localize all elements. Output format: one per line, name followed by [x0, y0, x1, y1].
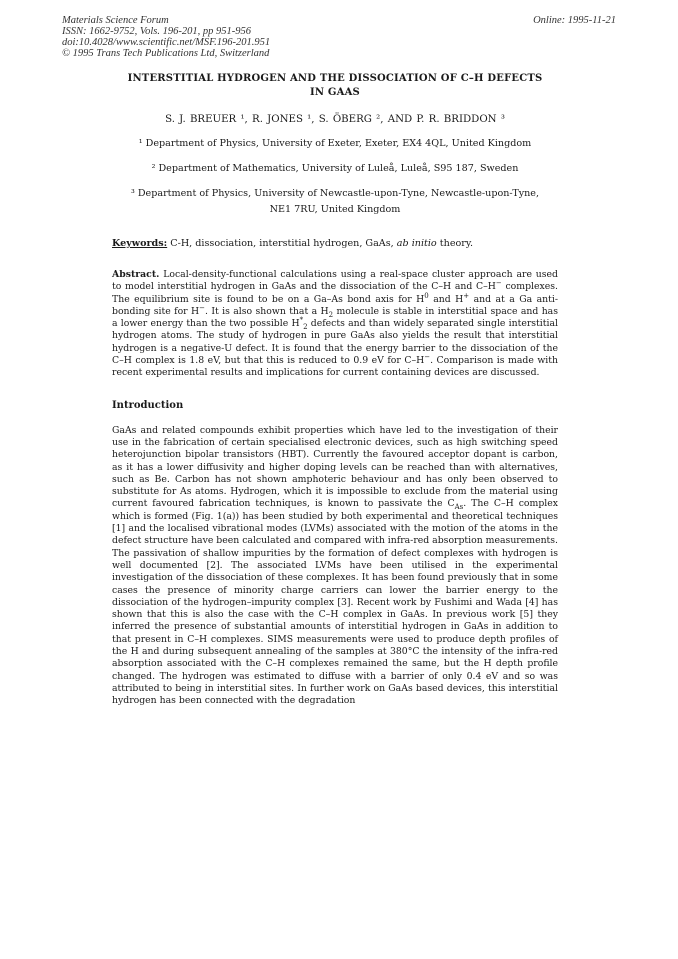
- abstract-text-4: and at a Ga anti-bonding site for H: [112, 293, 558, 317]
- abstract-text-2: complexes. The equilibrium site is found to be on a Ga–As bond axis for H: [112, 281, 558, 305]
- affiliation-2: ² Department of Mathematics, University of Luleå, Luleå, S95 187, Sweden: [151, 163, 519, 174]
- affiliation-1: ¹ Department of Physics, University of Exeter, Exeter, EX4 4QL, United Kingdom: [138, 138, 532, 149]
- abstract: Abstract. Local-density-functional calculations using a real-space cluster approach are used to model interstitial hydrogen in GaAs and the dissociation of the C–H and C–H− complexes. The equilibrium site is found to be on a Ga–As bond axis for $H^0$ and H+ and at a Ga anti-bonding site for H−. It is also shown that a $H_2$ molecule is stable in interstitial space and has a lower energy than the two possible $H^*_2$ defects and than widely separated single interstitial hydrogen atoms. The study of hydrogen in pure GaAs also yields the result that interstitial hydrogen is a negative-U defect. It is found that the energy barrier to the dissociation of the C–H complex is 1.8 eV, but that this is reduced to 0.9 eV for C–H−. Comparison is made with recent experimental results and implications for current containing devices are discussed.: [112, 269, 558, 379]
- abstract-text-3: and H: [433, 293, 464, 305]
- abstract-text-5: . It is also shown that a H: [205, 305, 329, 317]
- author-list: S. J. BREUER ¹, R. JONES ¹, S. ÖBERG ², AND P. R. BRIDDON ³: [165, 114, 505, 125]
- abstract-text-6: molecule is stable in interstitial space and has a lower energy than the two possible H: [112, 305, 558, 330]
- abstract-text-8: . Comparison is made with recent experimental results and implications for current containing devices are discussed.: [112, 355, 558, 379]
- affiliation-3-line-2: NE1 7RU, United Kingdom: [269, 204, 401, 215]
- keywords: [112, 238, 558, 249]
- section-heading-introduction: Introduction: [112, 399, 184, 411]
- affiliation-3-line-1: ³ Department of Physics, University of Newcastle-upon-Tyne, Newcastle-upon-Tyne,: [130, 188, 540, 199]
- online-date: Online: 1995-11-21: [533, 15, 616, 26]
- citation-header: [62, 15, 616, 59]
- title-line-1: INTERSTITIAL HYDROGEN AND THE DISSOCIATION OF C–H DEFECTS: [127, 73, 543, 84]
- keywords-italic: ab initio: [396, 238, 437, 249]
- copyright-line: © 1995 Trans Tech Publications Ltd, Switzerland: [62, 48, 270, 59]
- doi-line[interactable]: doi:10.4028/www.scientific.net/MSF.196-201.951: [62, 37, 271, 48]
- intro-text-2: . The C–H complex which is formed (Fig. 1(a)) has been studied by both experimental and theoretical techniques [1] and the localised vibrational modes (LVMs) associated with the motion of the atoms in the defect structure have been calculated and compared with infra-red absorption measurements. The passivation of shallow impurities by the formation of defect complexes with hydrogen is well documented [2]. The associated LVMs have been utilised in the experimental investigation of the dissociation of these complexes. It has been found previously that in some cases the presence of minority charge carriers can lower the barrier energy to the dissociation of the hydrogen–impurity complex [3]. Recent work by Fushimi and Wada [4] has shown that this is also the case with the C–H complex in GaAs. In previous work [5] they inferred the presence of substantial amounts of interstitial hydrogen in GaAs in addition to that present in C–H complexes. SIMS measurements were used to produce depth profiles of the H and during subsequent annealing of the samples at 380°C the intensity of the infra-red absorption associated with the C–H complexes remained the same, but the H depth profile changed. The hydrogen was estimated to diffuse with a barrier of only 0.4 eV and so was attributed to being in interstitial sites. In further work on GaAs based devices, this interstitial hydrogen has been connected with the degradation: [112, 498, 559, 707]
- issn-line: ISSN: 1662-9752, Vols. 196-201, pp 951-956: [62, 26, 251, 37]
- abstract-text-7: defects and than widely separated single interstitial hydrogen atoms. The study of hydrogen in pure GaAs also yields the result that interstitial hydrogen is a negative-U defect. It is found that the energy barrier to the dissociation of the C–H complex is 1.8 eV, but that this is reduced to 0.9 eV for C–H: [112, 318, 558, 367]
- abstract-text-1: Local-density-functional calculations using a real-space cluster approach are used to model interstitial hydrogen in GaAs and the dissociation of the C–H and C–H: [112, 269, 558, 293]
- keywords-tail: theory.: [439, 238, 474, 249]
- keywords-text: C-H, dissociation, interstitial hydrogen, GaAs,: [170, 238, 394, 249]
- paper-title: [112, 72, 558, 100]
- title-line-2: IN GAAS: [310, 87, 360, 98]
- paper-page: [112, 72, 558, 708]
- affiliation-3: [112, 186, 558, 218]
- abstract-label: Abstract.: [112, 269, 160, 280]
- intro-paragraph: GaAs and related compounds exhibit properties which have led to the investigation of their use in the fabrication of certain specialised electronic devices, such as high switching speed heterojunction bipolar transistors (HBT). Currently the favoured acceptor dopant is carbon, as it has a lower diffusivity and higher doping levels can be reached than with alternatives, such as Be. Carbon has not shown amphoteric behaviour and has only been observed to substitute for As atoms. Hydrogen, which it is impossible to exclude from the material using current favoured fabrication techniques, is known to passivate the $C_{As}$. The C–H complex which is formed (Fig. 1(a)) has been studied by both experimental and theoretical techniques [1] and the localised vibrational modes (LVMs) associated with the motion of the atoms in the defect structure have been calculated and compared with infra-red absorption measurements. The passivation of shallow impurities by the formation of defect complexes with hydrogen is well documented [2]. The associated LVMs have been utilised in the experimental investigation of the dissociation of these complexes. It has been found previously that in some cases the presence of minority charge carriers can lower the barrier energy to the dissociation of the hydrogen–impurity complex [3]. Recent work by Fushimi and Wada [4] has shown that this is also the case with the C–H complex in GaAs. In previous work [5] they inferred the presence of substantial amounts of interstitial hydrogen in GaAs in addition to that present in C–H complexes. SIMS measurements were used to produce depth profiles of the H and during subsequent annealing of the samples at 380°C the intensity of the infra-red absorption associated with the C–H complexes remained the same, but the H depth profile changed. The hydrogen was estimated to diffuse with a barrier of only 0.4 eV and so was attributed to being in interstitial sites. In further work on GaAs based devices, this interstitial hydrogen has been connected with the degradation: [112, 424, 559, 707]
- intro-text-1: GaAs and related compounds exhibit properties which have led to the investigation of their use in the fabrication of certain specialised electronic devices, such as high switching speed heterojunction bipolar transistors (HBT). Currently the favoured acceptor dopant is carbon, as it has a lower diffusivity and higher doping levels can be reached than with alternatives, such as Be. Carbon has not shown amphoteric behaviour and has only been observed to substitute for As atoms. Hydrogen, which it is impossible to exclude from the material using current favoured fabrication techniques, is known to passivate the C: [112, 424, 558, 510]
- keywords-label: Keywords:: [112, 238, 168, 249]
- journal-name: Materials Science Forum: [62, 15, 169, 26]
